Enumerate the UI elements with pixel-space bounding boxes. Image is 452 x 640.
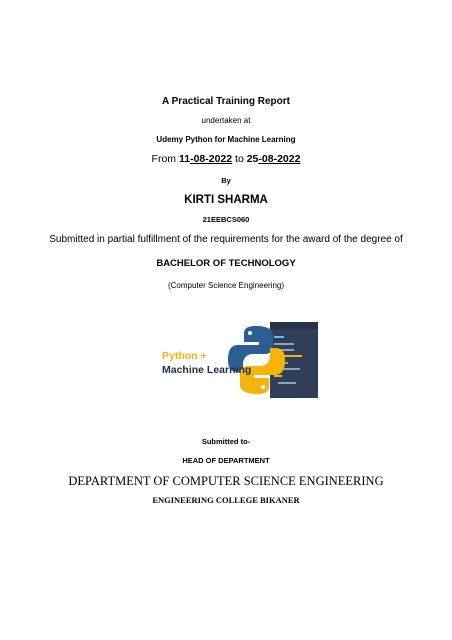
student-name: KIRTI SHARMA bbox=[184, 194, 268, 206]
branch-name: (Computer Science Engineering) bbox=[167, 281, 285, 290]
course-name: Udemy Python for Machine Learning bbox=[156, 135, 296, 144]
degree-name: BACHELOR OF TECHNOLOGY bbox=[156, 258, 296, 269]
by-label: By bbox=[221, 176, 231, 185]
submitted-to-label: Submitted to- bbox=[201, 437, 251, 446]
recipient: HEAD OF DEPARTMENT bbox=[182, 456, 270, 465]
training-period bbox=[0, 153, 452, 165]
department-name: DEPARTMENT OF COMPUTER SCIENCE ENGINEERING bbox=[68, 474, 384, 488]
roll-number: 21EEBCS060 bbox=[202, 215, 250, 224]
submission-statement: Submitted in partial fulfillment of the requirements for the award of the degree of bbox=[49, 234, 403, 245]
to-date-rest: -08-2022 bbox=[258, 153, 301, 165]
logo-line-1: Python + bbox=[162, 350, 207, 362]
to-day: 25 bbox=[246, 153, 259, 165]
to-label: to bbox=[235, 153, 244, 165]
report-title: A Practical Training Report bbox=[162, 96, 290, 107]
college-name: ENGINEERING COLLEGE BIKANER bbox=[152, 495, 300, 505]
from-label: From bbox=[151, 153, 177, 165]
undertaken-at-text: undertaken at bbox=[201, 116, 251, 125]
from-date-rest: -08-2022 bbox=[190, 153, 233, 165]
logo-line-2: Machine Learning bbox=[162, 364, 252, 376]
python-ml-logo bbox=[160, 322, 318, 398]
from-date bbox=[179, 153, 232, 165]
from-day: 11 bbox=[178, 153, 191, 165]
to-date bbox=[247, 153, 301, 165]
